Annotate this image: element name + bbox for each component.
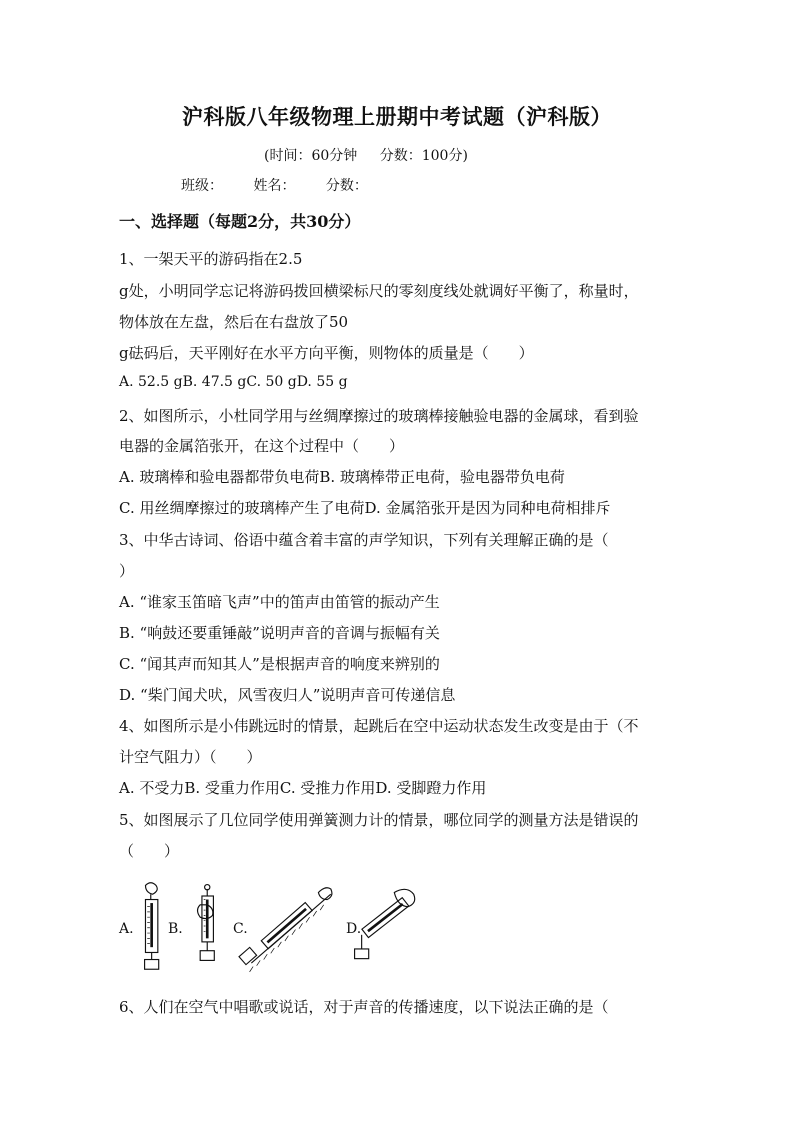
figure-label-c: C. — [233, 921, 248, 937]
question-line: 计空气阻力）（ ） — [119, 748, 262, 766]
answer-option: D. “柴门闻犬吠，风雪夜归人”说明声音可传递信息 — [119, 686, 456, 704]
figure-label-a: A. — [119, 921, 134, 937]
spring-scale-a-icon — [145, 883, 159, 969]
question-line: ） — [119, 562, 135, 580]
score-field: 分数： — [325, 178, 368, 194]
page-title: 沪科版八年级物理上册期中考试题（沪科版） — [182, 104, 612, 129]
question-line: （ ） — [119, 842, 180, 860]
answer-options: A. 玻璃棒和验电器都带负电荷B. 玻璃棒带正电荷，验电器带负电荷 — [119, 468, 565, 486]
name-field: 姓名： — [253, 178, 296, 194]
question-line: 2、如图所示，小杜同学用与丝绸摩擦过的玻璃棒接触验电器的金属球，看到验 — [119, 407, 639, 425]
answer-option: B. “响鼓还要重锤敲”说明声音的音调与振幅有关 — [119, 624, 440, 642]
answer-options: A. 52.5 gB. 47.5 gC. 50 gD. 55 g — [119, 374, 348, 390]
figure-label-b: B. — [168, 921, 183, 937]
spring-scale-c-icon — [239, 888, 332, 972]
question-line: 物体放在左盘，然后在右盘放了50 — [119, 313, 349, 331]
spring-scale-figures — [119, 872, 419, 980]
answer-options: C. 用丝绸摩擦过的玻璃棒产生了电荷D. 金属箔张开是因为同种电荷相排斥 — [119, 499, 611, 517]
spring-scale-b-icon — [198, 885, 215, 961]
student-info — [181, 175, 394, 195]
exam-info — [264, 145, 486, 165]
question-line: g处，小明同学忘记将游码拨回横梁标尺的零刻度线处就调好平衡了，称量时， — [119, 282, 639, 300]
question-line: 5、如图展示了几位同学使用弹簧测力计的情景，哪位同学的测量方法是错误的 — [119, 811, 639, 829]
section-heading: 一、选择题（每题2分，共30分） — [119, 212, 361, 231]
answer-option: C. “闻其声而知其人”是根据声音的响度来辨别的 — [119, 655, 440, 673]
spring-scale-d-icon — [355, 889, 415, 958]
question-line: 6、人们在空气中唱歌或说话，对于声音的传播速度，以下说法正确的是（ — [119, 998, 609, 1016]
answer-options: A. 不受力B. 受重力作用C. 受推力作用D. 受脚蹬力作用 — [119, 779, 487, 797]
question-line: 4、如图所示是小伟跳远时的情景，起跳后在空中运动状态发生改变是由于（不 — [119, 717, 639, 735]
exam-total-score: 分数：100分) — [379, 148, 468, 164]
question-line: 3、中华古诗词、俗语中蕴含着丰富的声学知识，下列有关理解正确的是（ — [119, 531, 609, 549]
exam-time: (时间：60分钟 — [264, 148, 358, 164]
class-field: 班级： — [181, 178, 223, 194]
question-line: g砝码后，天平刚好在水平方向平衡，则物体的质量是（ ） — [119, 344, 534, 362]
question-line: 电器的金属箔张开，在这个过程中（ ） — [119, 437, 405, 455]
question-line: 1、一架天平的游码指在2.5 — [119, 250, 303, 268]
answer-option: A. “谁家玉笛暗飞声”中的笛声由笛管的振动产生 — [119, 593, 440, 611]
figure-label-d: D. — [346, 921, 362, 937]
